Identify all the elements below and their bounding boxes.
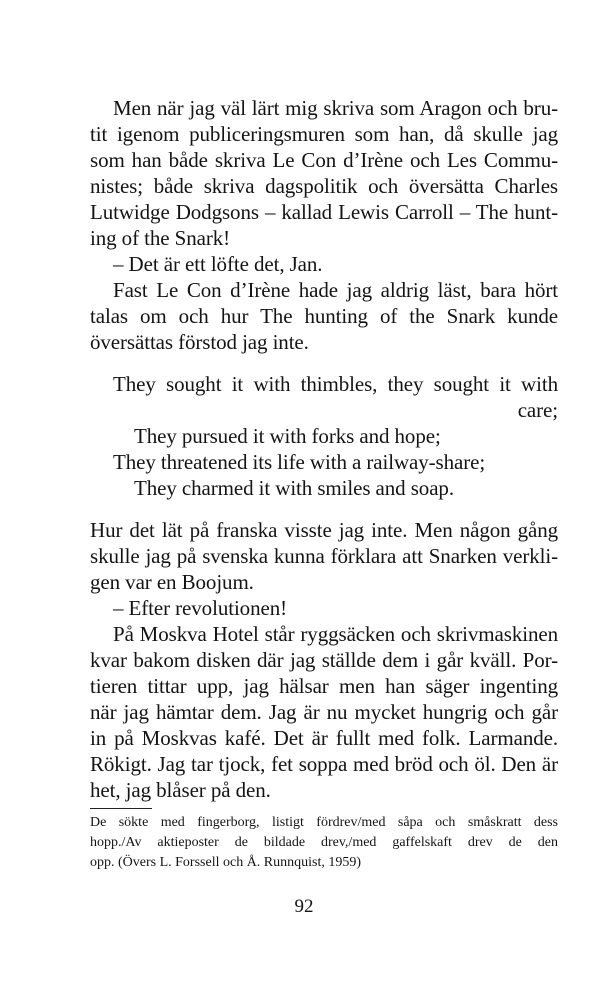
- paragraph-line: när jag hämtar dem. Jag är nu mycket hungrig och går: [90, 700, 558, 724]
- poem-line: They sought it with thimbles, they sought it with: [113, 372, 558, 396]
- paragraph-line: talas om och hur The hunting of the Snark kunde: [90, 304, 558, 328]
- page-number: 92: [294, 896, 314, 917]
- paragraph-line: kvar bakom disken där jag ställde dem i går kväll. Por-: [90, 648, 558, 672]
- paragraph-line: skulle jag på svenska kunna förklara att Snarken verkli-: [90, 544, 558, 568]
- poem-line: They charmed it with smiles and soap.: [134, 476, 454, 500]
- dialogue-line: – Efter revolutionen!: [113, 596, 288, 620]
- poem-line: They threatened its life with a railway-share;: [113, 450, 486, 474]
- poem-line-continuation: care;: [517, 398, 558, 422]
- paragraph-line: På Moskva Hotel står ryggsäcken och skrivmaskinen: [113, 622, 558, 646]
- paragraph-line: ing of the Snark!: [90, 226, 231, 250]
- footnote-rule: [90, 808, 152, 809]
- paragraph-line: Men när jag väl lärt mig skriva som Aragon och bru-: [113, 96, 558, 120]
- paragraph-line: som han både skriva Le Con d’Irène och Les Commu-: [90, 148, 558, 172]
- footnote-line: opp. (Övers L. Forssell och Å. Runnquist, 1959): [90, 855, 362, 870]
- paragraph-line: översättas förstod jag inte.: [90, 330, 309, 354]
- paragraph-line: Fast Le Con d’Irène hade jag aldrig läst, bara hört: [113, 278, 558, 302]
- poem-line: They pursued it with forks and hope;: [134, 424, 441, 448]
- paragraph-line: nistes; både skriva dagspolitik och översätta Charles: [90, 174, 558, 198]
- paragraph-line: tieren tittar upp, jag hälsar men han säger ingenting: [90, 674, 558, 698]
- paragraph-line: het, jag blåser på den.: [90, 778, 271, 802]
- footnote-line: hopp./Av aktieposter de bildade drev,/med gaffelskaft drev de den: [90, 835, 558, 850]
- footnote-line: De sökte med fingerborg, listigt fördrev/med såpa och småskratt dess: [90, 815, 558, 830]
- paragraph-line: Hur det lät på franska visste jag inte. Men någon gång: [90, 518, 558, 542]
- paragraph-line: tit igenom publiceringsmuren som han, då skulle jag: [90, 122, 558, 146]
- paragraph-line: gen var en Boojum.: [90, 570, 254, 594]
- paragraph-line: Lutwidge Dodgsons – kallad Lewis Carroll – The hunt-: [90, 200, 558, 224]
- paragraph-line: in på Moskvas kafé. Det är fullt med folk. Larmande.: [90, 726, 558, 750]
- paragraph-line: Rökigt. Jag tar tjock, fet soppa med bröd och öl. Den är: [90, 752, 558, 776]
- dialogue-line: – Det är ett löfte det, Jan.: [113, 252, 323, 276]
